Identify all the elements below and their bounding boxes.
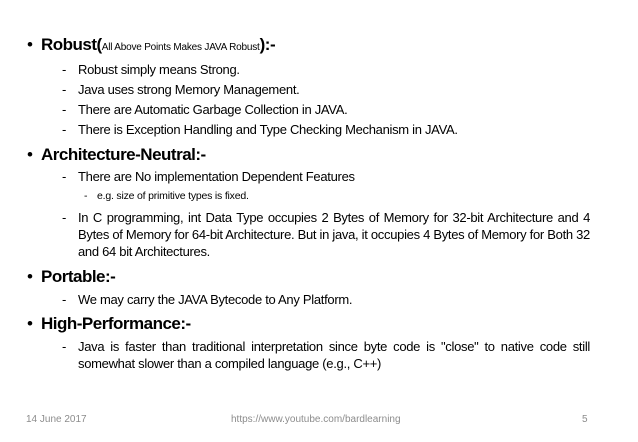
list-item: [62, 61, 590, 78]
architecture-item-1: There are No implementation Dependent Features: [78, 169, 355, 184]
architecture-title: Architecture-Neutral:-: [41, 145, 206, 164]
robust-item-2: Java uses strong Memory Management.: [78, 82, 300, 97]
dash-icon: -: [62, 339, 67, 354]
sub-list-item: [84, 189, 249, 203]
dash-icon: -: [62, 102, 67, 117]
dash-icon: -: [62, 292, 67, 307]
bullet-icon: •: [27, 35, 33, 54]
list-item: [62, 291, 590, 308]
bullet-icon: •: [27, 314, 33, 333]
dash-icon: -: [62, 210, 67, 225]
architecture-item-2: In C programming, int Data Type occupies 2 Bytes of Memory for 32-bit Architecture and 4 Bytes of Memory for 64-bit Architecture. But in java, it occupies 4 Bytes of Memory for Both 32 and 64 bit Architectures.: [78, 210, 590, 259]
robust-note: All Above Points Makes JAVA Robust: [101, 42, 260, 53]
bullet-icon: •: [27, 145, 33, 164]
dash-icon: -: [62, 82, 67, 97]
bullet-performance: [27, 314, 191, 334]
list-item: [62, 101, 590, 118]
performance-title: High-Performance:-: [41, 314, 191, 333]
architecture-item-1-sub: e.g. size of primitive types is fixed.: [97, 190, 249, 202]
bullet-robust: [27, 35, 275, 58]
bullet-architecture: [27, 145, 206, 165]
footer-page-number: 5: [582, 414, 588, 425]
dash-icon: -: [62, 122, 67, 137]
robust-title-end: ):-: [259, 35, 276, 54]
list-item: [62, 81, 590, 98]
list-item: [62, 168, 590, 185]
bullet-portable: [27, 267, 115, 287]
dash-icon: -: [62, 62, 67, 77]
list-item: [62, 121, 590, 138]
dash-icon: -: [62, 169, 67, 184]
bullet-icon: •: [27, 267, 33, 286]
list-item: [62, 338, 590, 372]
robust-title: Robust(: [41, 35, 102, 54]
robust-item-3: There are Automatic Garbage Collection in JAVA.: [78, 102, 348, 117]
list-item: [62, 209, 590, 260]
footer-date: 14 June 2017: [26, 414, 87, 425]
performance-item-1: Java is faster than traditional interpretation since byte code is "close" to native code still somewhat slower than a compiled language (e.g., C++): [78, 339, 590, 371]
portable-item-1: We may carry the JAVA Bytecode to Any Platform.: [78, 292, 353, 307]
portable-title: Portable:-: [41, 267, 116, 286]
dash-icon: -: [84, 190, 88, 202]
robust-item-4: There is Exception Handling and Type Checking Mechanism in JAVA.: [78, 122, 458, 137]
robust-item-1: Robust simply means Strong.: [78, 62, 240, 77]
footer-url: https://www.youtube.com/bardlearning: [231, 414, 401, 425]
